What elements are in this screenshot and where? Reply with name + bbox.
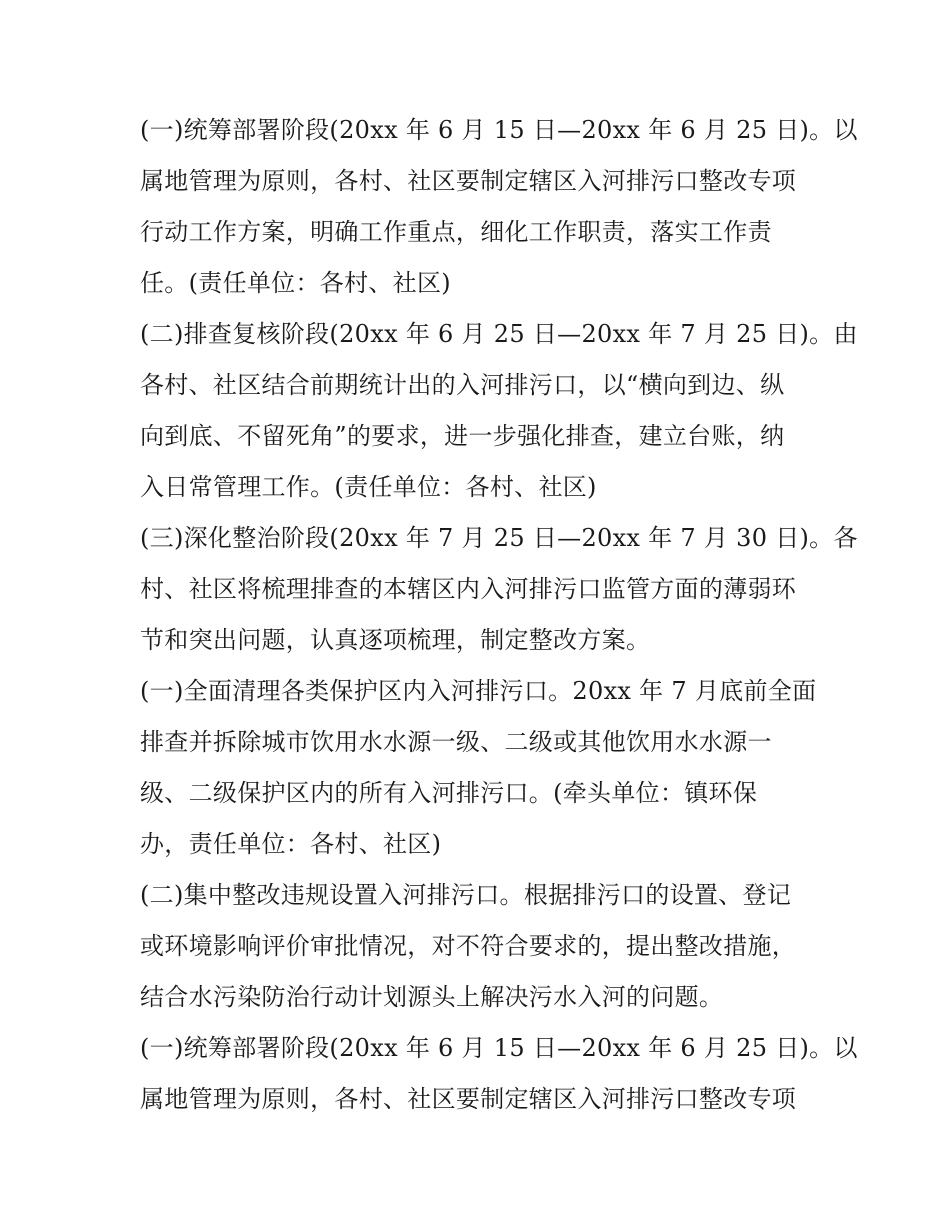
- document-body: [140, 105, 858, 1125]
- text-line: 任。(责任单位：各村、社区): [140, 269, 451, 297]
- text-line: 节和突出问题，认真逐项梳理，制定整改方案。: [140, 626, 651, 654]
- text-line: 或环境影响评价审批情况，对不符合要求的，提出整改措施，: [140, 932, 797, 960]
- text-line: 行动工作方案，明确工作重点，细化工作职责，落实工作责: [140, 218, 772, 246]
- text-line: (一)统筹部署阶段(20xx 年 6 月 15 日—20xx 年 6 月 25 日)。以: [140, 1034, 858, 1062]
- text-line: 各村、社区结合前期统计出的入河排污口，以“横向到边、纵: [140, 371, 785, 399]
- text-line: (一)全面清理各类保护区内入河排污口。20xx 年 7 月底前全面: [140, 677, 817, 705]
- text-line: 村、社区将梳理排查的本辖区内入河排污口监管方面的薄弱环: [140, 575, 797, 603]
- text-line: 向到底、不留死角”的要求，进一步强化排查，建立台账，纳: [140, 422, 785, 450]
- text-line: (一)统筹部署阶段(20xx 年 6 月 15 日—20xx 年 6 月 25 日)。以: [140, 116, 858, 144]
- text-line: 入日常管理工作。(责任单位：各村、社区): [140, 473, 597, 501]
- text-line: 属地管理为原则，各村、社区要制定辖区入河排污口整改专项: [140, 1085, 797, 1113]
- text-line: 排查并拆除城市饮用水水源一级、二级或其他饮用水水源一: [140, 728, 772, 756]
- text-line: 级、二级保护区内的所有入河排污口。(牵头单位：镇环保: [140, 779, 758, 807]
- text-line: (二)排查复核阶段(20xx 年 6 月 25 日—20xx 年 7 月 25 日)。由: [140, 320, 858, 348]
- text-line: (三)深化整治阶段(20xx 年 7 月 25 日—20xx 年 7 月 30 日)。各: [140, 524, 858, 552]
- text-line: 办，责任单位：各村、社区): [140, 830, 442, 858]
- text-line: 结合水污染防治行动计划源头上解决污水入河的问题。: [140, 983, 724, 1011]
- text-line: 属地管理为原则，各村、社区要制定辖区入河排污口整改专项: [140, 167, 797, 195]
- text-line: (二)集中整改违规设置入河排污口。根据排污口的设置、登记: [140, 881, 792, 909]
